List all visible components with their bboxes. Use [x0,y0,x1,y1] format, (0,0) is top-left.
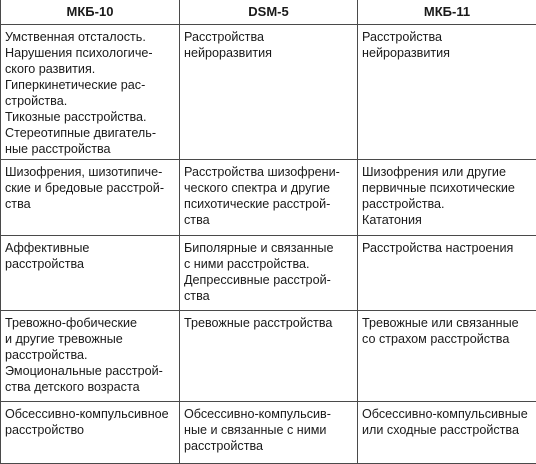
cell-line: Обсессивно-компульсивное [5,406,176,422]
cell-dsm5 [180,402,358,464]
cell-line: Расстройства [362,29,533,45]
cell-icd10 [1,402,180,464]
cell-line: расстройства [5,256,176,272]
cell-icd10 [1,236,180,311]
cell-line: ства детского возраста [5,379,176,395]
header-icd10: МКБ-10 [1,0,180,25]
cell-dsm5 [180,236,358,311]
header-icd11: МКБ-11 [358,0,536,25]
cell-line: Тикозные расстройства. [5,109,176,125]
cell-line: Шизофрения, шизотипиче- [5,164,176,180]
cell-line: Депрессивные расстрой- [184,272,354,288]
cell-line: расстройства [184,438,354,454]
cell-dsm5 [180,160,358,236]
cell-line: Тревожно-фобические [5,315,176,331]
cell-line: и другие тревожные [5,331,176,347]
cell-line: Биполярные и связанные [184,240,354,256]
cell-icd10 [1,160,180,236]
cell-line: Расстройства шизофрени- [184,164,354,180]
header-dsm5: DSM-5 [180,0,358,25]
cell-line: Нарушения психологиче- [5,45,176,61]
cell-line: ства [5,196,176,212]
cell-line: ческого спектра и другие [184,180,354,196]
cell-line: Расстройства настроения [362,240,533,256]
cell-line: расстройство [5,422,176,438]
cell-dsm5 [180,311,358,402]
cell-line: нейроразвития [184,45,354,61]
table-row [1,25,536,160]
cell-icd11 [358,402,536,464]
cell-line: с ними расстройства. [184,256,354,272]
cell-dsm5 [180,25,358,160]
cell-line: Стереотипные двигатель- [5,125,176,141]
cell-icd10 [1,25,180,160]
cell-line: Тревожные расстройства [184,315,354,331]
cell-line: Обсессивно-компульсив- [184,406,354,422]
cell-line: Обсессивно-компульсивные [362,406,533,422]
cell-line: расстройства. [5,347,176,363]
cell-line: ные и связанные с ними [184,422,354,438]
cell-line: Тревожные или связанные [362,315,533,331]
cell-line: Кататония [362,212,533,228]
cell-line: Расстройства [184,29,354,45]
cell-icd10 [1,311,180,402]
cell-icd11 [358,160,536,236]
cell-line: Эмоциональные расстрой- [5,363,176,379]
cell-line: ства [184,212,354,228]
cell-line: расстройства. [362,196,533,212]
cell-line: или сходные расстройства [362,422,533,438]
table-row [1,236,536,311]
cell-icd11 [358,236,536,311]
cell-line: ские и бредовые расстрой- [5,180,176,196]
cell-line: Умственная отсталость. [5,29,176,45]
table-row [1,402,536,464]
cell-line: ные расстройства [5,141,176,157]
header-row [1,0,536,25]
table-row [1,311,536,402]
cell-line: ского развития. [5,61,176,77]
cell-line: нейроразвития [362,45,533,61]
cell-icd11 [358,311,536,402]
cell-line: Гиперкинетические рас- [5,77,176,93]
table-row [1,160,536,236]
cell-line: Аффективные [5,240,176,256]
cell-line: со страхом расстройства [362,331,533,347]
cell-line: ства [184,288,354,304]
cell-line: Шизофрения или другие [362,164,533,180]
cell-icd11 [358,25,536,160]
cell-line: психотические расстрой- [184,196,354,212]
cell-line: первичные психотические [362,180,533,196]
cell-line: стройства. [5,93,176,109]
